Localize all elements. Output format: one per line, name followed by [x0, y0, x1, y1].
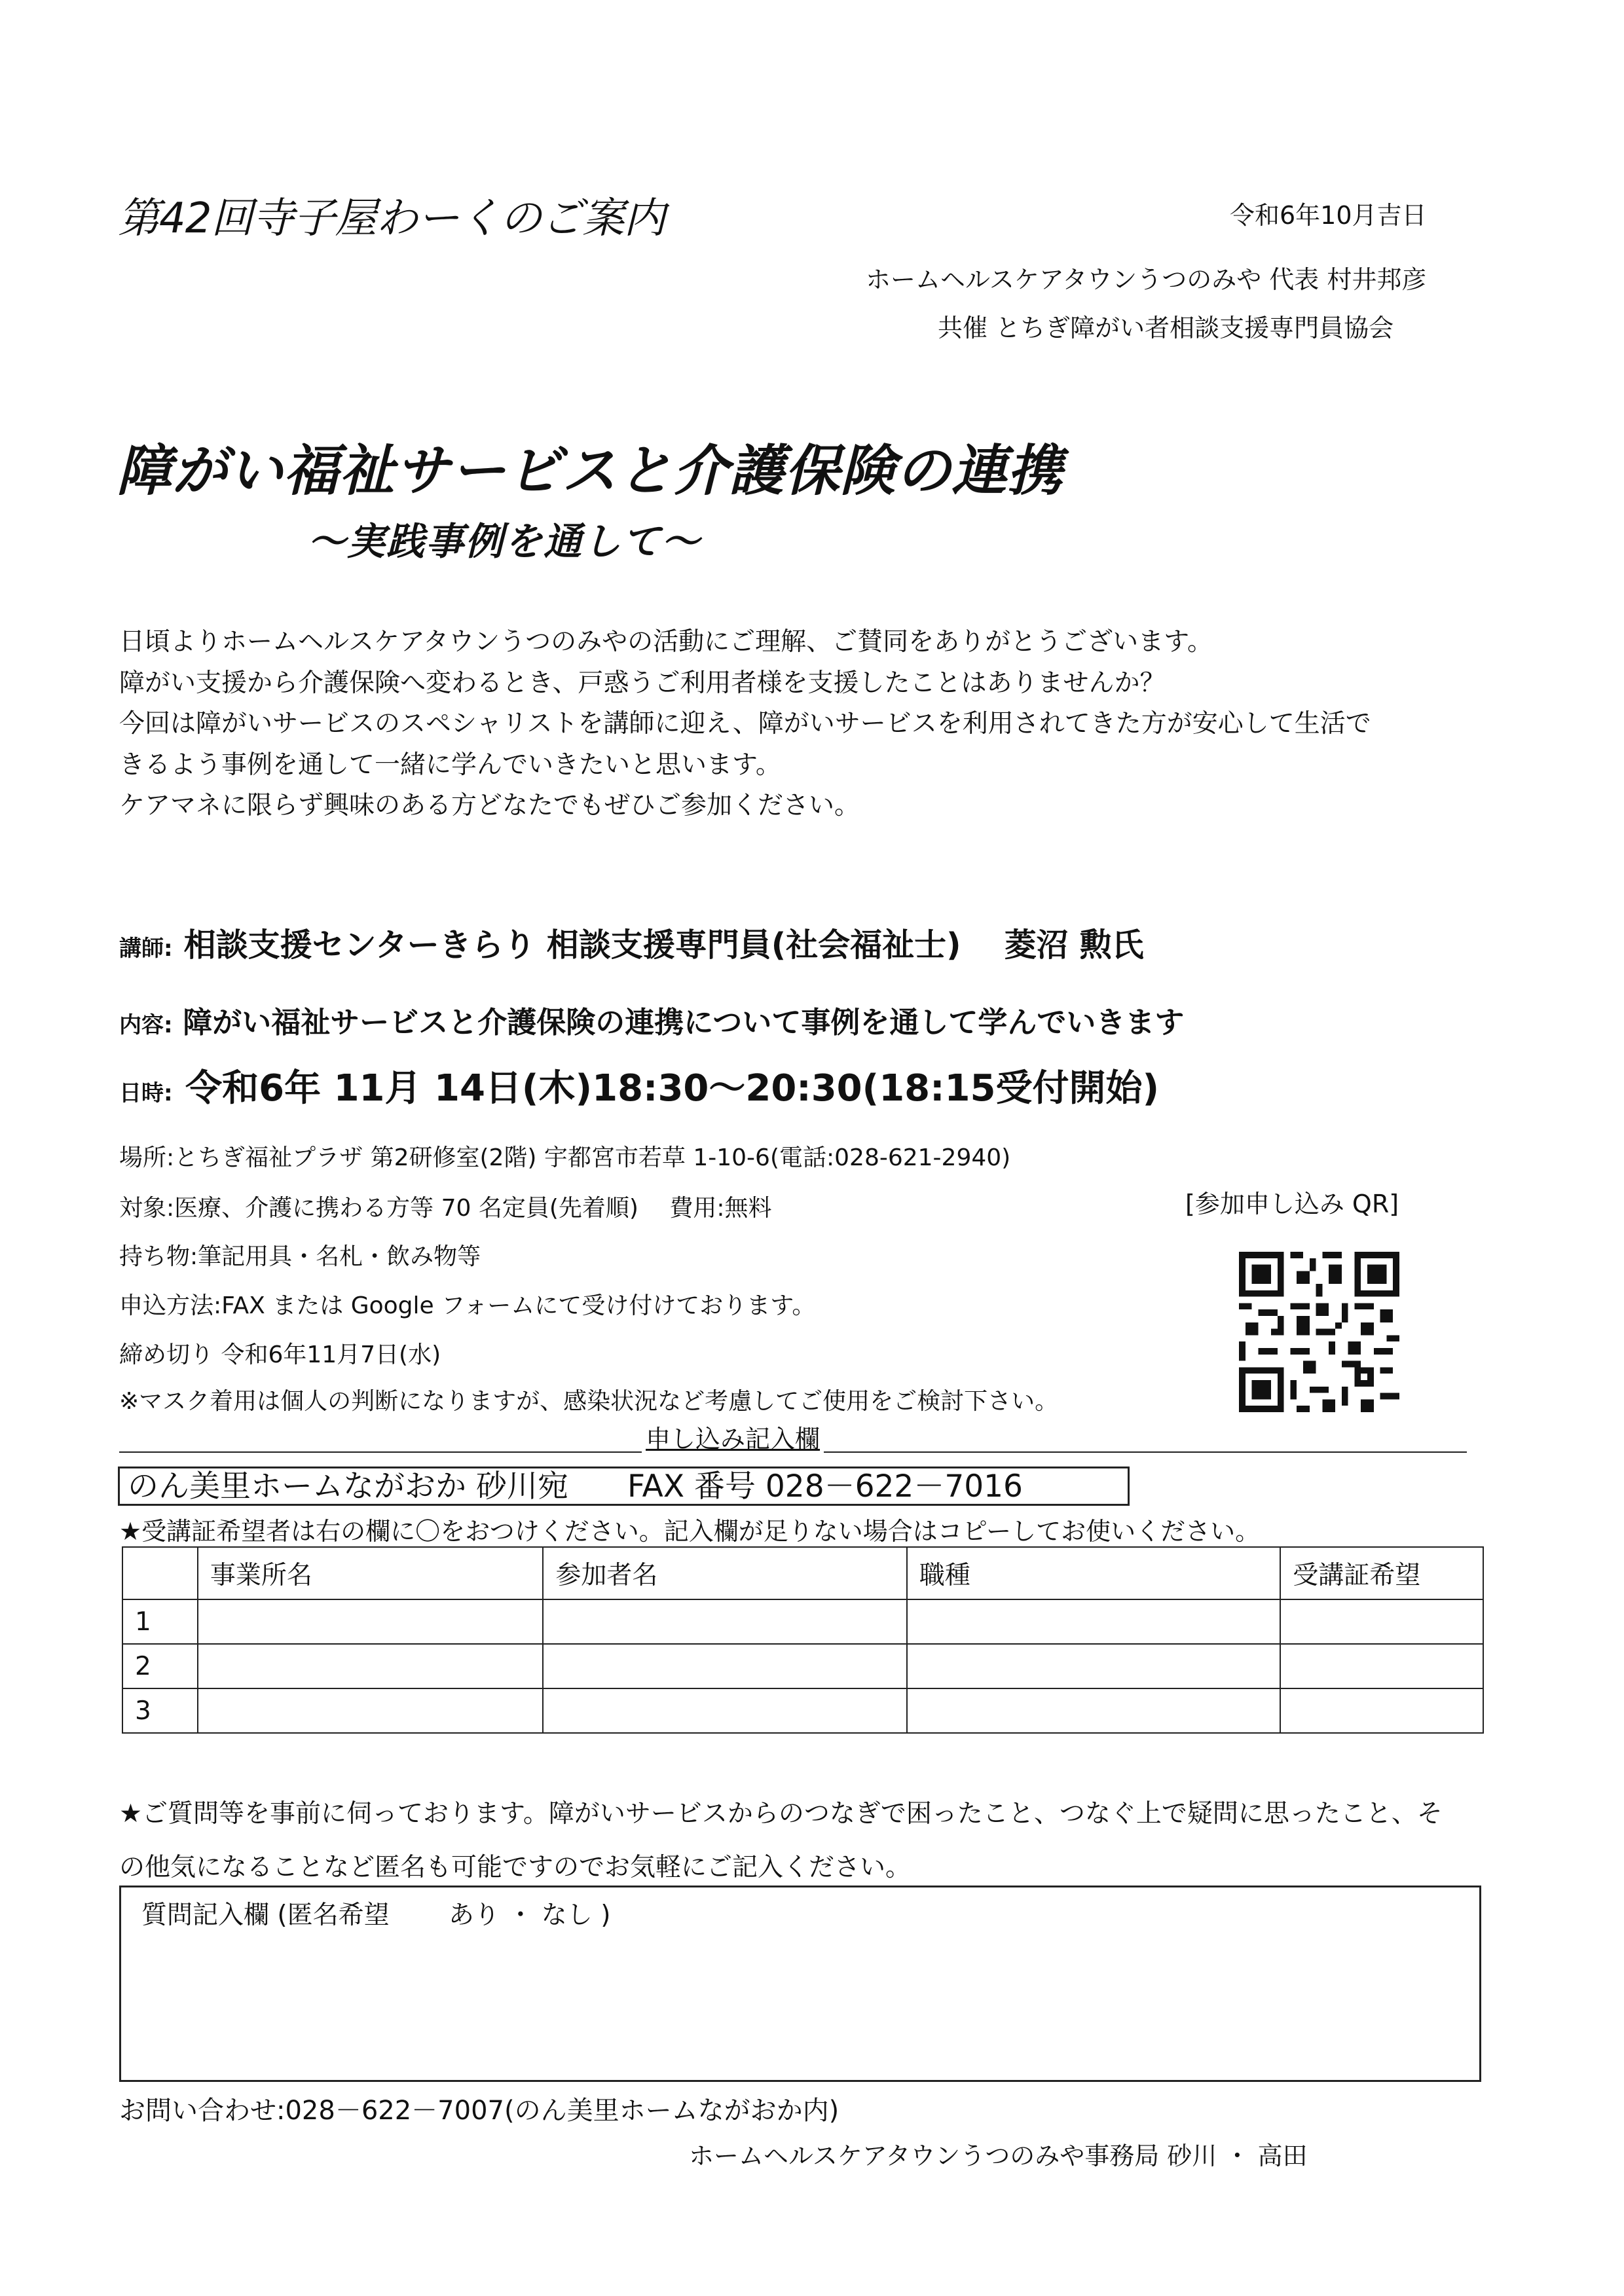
header-cell: 参加者名 [543, 1547, 906, 1599]
content-value: 障がい福祉サービスと介護保険の連携について事例を通して学んでいきます [183, 1005, 1185, 1040]
office-name-field[interactable] [198, 1644, 543, 1688]
apply-section-title: 申し込み記入欄 [642, 1419, 824, 1455]
questions-note-line: ★ご質問等を事前に伺っております。障がいサービスからのつなぎで困ったこと、つなぐ上で疑問に思ったこと、そ [119, 1799, 1443, 1829]
table-header-row [122, 1547, 1483, 1599]
table-row [122, 1599, 1483, 1644]
datetime-line [119, 1059, 1159, 1112]
participant-name-field[interactable] [543, 1599, 906, 1644]
intro-text [119, 622, 1371, 827]
intro-line: 今回は障がいサービスのスペシャリストを講師に迎え、障がいサービスを利用されてきた方が安心して生活で [119, 709, 1371, 738]
questions-note [119, 1787, 1443, 1895]
header-cell: 職種 [907, 1547, 1280, 1599]
intro-line: 障がい支援から介護保険へ変わるとき、戸惑うご利用者様を支援したことはありませんか？ [119, 668, 1166, 698]
registration-table [122, 1546, 1484, 1734]
intro-line: 日頃よりホームヘルスケアタウンうつのみやの活動にご理解、ご賛同をありがとうございます。 [119, 627, 1213, 657]
header-cell: 受講証希望 [1280, 1547, 1483, 1599]
issue-date: 令和6年10月吉日 [1230, 201, 1427, 230]
job-type-field[interactable] [907, 1599, 1280, 1644]
deadline-line: 締め切り 令和6年11月7日(水) [119, 1341, 441, 1368]
lecturer-line [119, 920, 1144, 966]
fax-box [118, 1467, 1130, 1506]
certificate-note: ★受講証希望者は右の欄に〇をおつけください。記入欄が足りない場合はコピーしてお使いください。 [119, 1517, 1261, 1546]
table-row [122, 1644, 1483, 1688]
intro-line: きるよう事例を通して一緒に学んでいきたいと思います。 [119, 750, 781, 780]
participant-name-field[interactable] [543, 1688, 906, 1733]
office-name-field[interactable] [198, 1599, 543, 1644]
datetime-value: 令和6年 11月 14日(木)18:30～20:30(18:15受付開始) [185, 1067, 1160, 1110]
certificate-field[interactable] [1280, 1644, 1483, 1688]
certificate-field[interactable] [1280, 1688, 1483, 1733]
certificate-field[interactable] [1280, 1599, 1483, 1644]
participant-name-field[interactable] [543, 1644, 906, 1688]
target-line: 対象:医療、介護に携わる方等 70 名定員(先着順) 費用:無料 [119, 1195, 772, 1222]
office-name-field[interactable] [198, 1688, 543, 1733]
page-title: 障がい福祉サービスと介護保険の連携 [117, 439, 1063, 503]
organizer: ホームヘルスケアタウンうつのみや 代表 村井邦彦 [866, 265, 1427, 294]
job-type-field[interactable] [907, 1644, 1280, 1688]
lecturer-label: 講師: [119, 936, 173, 962]
header-cell [122, 1547, 198, 1599]
qr-code-icon[interactable] [1239, 1252, 1399, 1412]
co-organizer: 共催 とちぎ障がい者相談支援専門員協会 [938, 314, 1394, 342]
row-number: 3 [122, 1688, 198, 1733]
contact-line: お問い合わせ:028－622－7007(のん美里ホームながおか内) [119, 2096, 840, 2126]
qr-label: [参加申し込み QR] [1185, 1190, 1399, 1218]
header-cell: 事業所名 [198, 1547, 543, 1599]
row-number: 2 [122, 1644, 198, 1688]
fax-number: FAX 番号 028－622－7016 [627, 1468, 1023, 1504]
fax-recipient: のん美里ホームながおか 砂川宛 [128, 1468, 568, 1504]
question-box-label: 質問記入欄 (匿名希望 あり ・ なし ) [141, 1901, 611, 1930]
table-row [122, 1688, 1483, 1733]
content-line [119, 998, 1184, 1041]
intro-line: ケアマネに限らず興味のある方どなたでもぜひご参加ください。 [119, 791, 860, 820]
row-number: 1 [122, 1599, 198, 1644]
mask-note: ※マスク着用は個人の判断になりますが、感染状況など考慮してご使用をご検討下さい。 [119, 1388, 1059, 1415]
questions-note-line: の他気になることなど匿名も可能ですのでお気軽にご記入ください。 [119, 1853, 912, 1882]
office-line: ホームヘルスケアタウンうつのみや事務局 砂川 ・ 高田 [689, 2141, 1308, 2170]
belongings-line: 持ち物:筆記用具・名札・飲み物等 [119, 1243, 481, 1270]
page-subtitle: ～実践事例を通して～ [308, 519, 701, 564]
series-title: 第42回寺子屋わーくのご案内 [118, 194, 665, 243]
application-line: 申込方法:FAX または Google フォームにて受け付けております。 [119, 1292, 816, 1319]
datetime-label: 日時: [119, 1080, 173, 1106]
content-label: 内容: [119, 1012, 173, 1038]
lecturer-value: 相談支援センターきらり 相談支援専門員(社会福祉士) 菱沼 勲氏 [183, 926, 1144, 964]
job-type-field[interactable] [907, 1688, 1280, 1733]
place-line: 場所:とちぎ福祉プラザ 第2研修室(2階) 宇都宮市若草 1-10-6(電話:028-621-2940) [119, 1144, 1011, 1171]
